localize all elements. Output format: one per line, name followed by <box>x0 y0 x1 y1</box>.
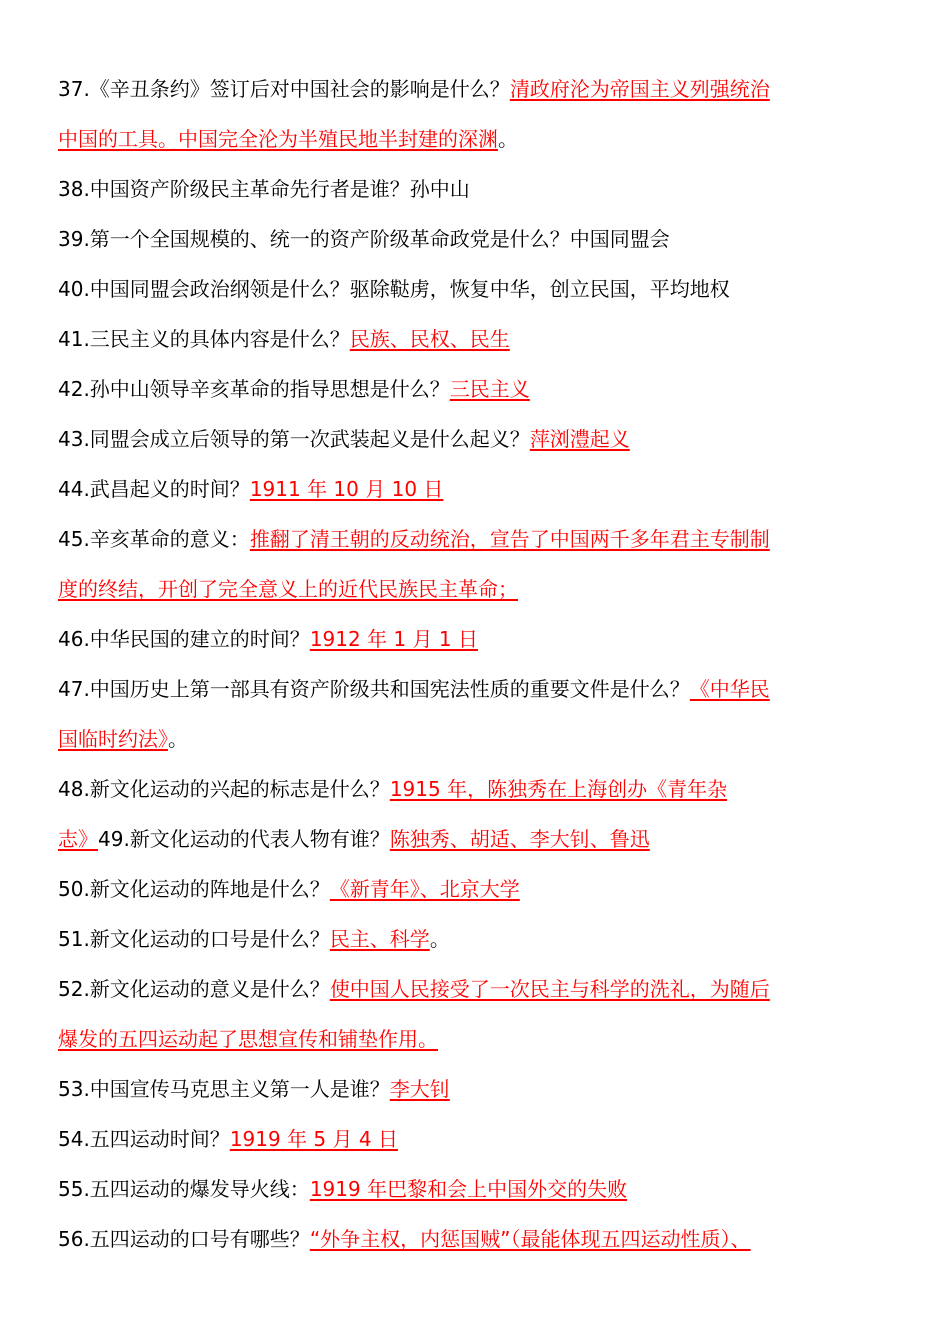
text-line <box>58 324 510 354</box>
text-line <box>58 374 530 404</box>
text-line <box>58 1024 438 1054</box>
punctuation: 。 <box>498 127 518 151</box>
text-line <box>58 624 478 654</box>
question-text: 49.新文化运动的代表人物有谁？ <box>98 827 390 851</box>
question-text: 41.三民主义的具体内容是什么？ <box>58 327 350 351</box>
text-line <box>58 524 770 554</box>
text-line <box>58 1224 751 1254</box>
text-line <box>58 124 518 154</box>
question-text: 53.中国宣传马克思主义第一人是谁？ <box>58 1077 390 1101</box>
answer-text: 李大钊 <box>389 1077 450 1101</box>
answer-text: 1919 年巴黎和会上中国外交的失败 <box>309 1177 628 1201</box>
question-text: 39.第一个全国规模的、统一的资产阶级革命政党是什么？中国同盟会 <box>58 227 670 251</box>
text-line <box>58 874 520 904</box>
question-text: 47.中国历史上第一部具有资产阶级共和国宪法性质的重要文件是什么？ <box>58 677 690 701</box>
answer-text: 1919 年 5 月 4 日 <box>229 1127 398 1151</box>
question-text: 46.中华民国的建立的时间？ <box>58 627 310 651</box>
answer-text: 陈独秀、胡适、李大钊、鲁迅 <box>389 827 650 851</box>
text-line <box>58 1074 450 1104</box>
question-text: 51.新文化运动的口号是什么？ <box>58 927 330 951</box>
answer-text: 民族、民权、民生 <box>349 327 510 351</box>
text-line <box>58 674 770 704</box>
answer-text: “外争主权，内惩国贼”（最能体现五四运动性质）、 <box>309 1227 751 1251</box>
text-line <box>58 1174 627 1204</box>
answer-text: 民主、科学 <box>329 927 430 951</box>
question-text: 42.孙中山领导辛亥革命的指导思想是什么？ <box>58 377 450 401</box>
answer-text: 度的终结，开创了完全意义上的近代民族民主革命； <box>58 577 518 601</box>
question-text: 56.五四运动的口号有哪些？ <box>58 1227 310 1251</box>
answer-text: 1915 年，陈独秀在上海创办《青年杂 <box>389 777 728 801</box>
question-text: 55.五四运动的爆发导火线： <box>58 1177 310 1201</box>
answer-text: 《中华民 <box>689 677 770 701</box>
punctuation: 。 <box>168 727 188 751</box>
text-line <box>58 774 727 804</box>
question-text: 43.同盟会成立后领导的第一次武装起义是什么起义？ <box>58 427 530 451</box>
text-line <box>58 274 730 304</box>
text-line <box>58 924 450 954</box>
question-text: 38.中国资产阶级民主革命先行者是谁？孙中山 <box>58 177 470 201</box>
punctuation: 。 <box>429 927 450 951</box>
answer-text: 1911 年 10 月 10 日 <box>249 477 444 501</box>
answer-text: 推翻了清王朝的反动统治，宣告了中国两千多年君主专制制 <box>249 527 770 551</box>
answer-text: 《新青年》、北京大学 <box>329 877 520 901</box>
text-line <box>58 724 188 754</box>
question-text: 44.武昌起义的时间？ <box>58 477 250 501</box>
answer-text: 使中国人民接受了一次民主与科学的洗礼，为随后 <box>329 977 770 1001</box>
answer-text: 爆发的五四运动起了思想宣传和铺垫作用。 <box>58 1027 438 1051</box>
text-line <box>58 424 630 454</box>
text-line <box>58 174 470 204</box>
answer-text: 国临时约法》 <box>58 727 168 751</box>
question-text: 54.五四运动时间？ <box>58 1127 230 1151</box>
text-line <box>58 474 443 504</box>
answer-text: 1912 年 1 月 1 日 <box>309 627 478 651</box>
question-text: 52.新文化运动的意义是什么？ <box>58 977 330 1001</box>
answer-text: 萍浏澧起义 <box>529 427 630 451</box>
text-line <box>58 974 770 1004</box>
question-text: 45.辛亥革命的意义： <box>58 527 250 551</box>
answer-text: 志》 <box>58 827 98 851</box>
question-text: 37.《辛丑条约》签订后对中国社会的影响是什么？ <box>58 77 510 101</box>
text-line <box>58 74 770 104</box>
text-line <box>58 1124 398 1154</box>
answer-text: 三民主义 <box>449 377 530 401</box>
question-text: 50.新文化运动的阵地是什么？ <box>58 877 330 901</box>
question-text: 40.中国同盟会政治纲领是什么？驱除鞑虏，恢复中华，创立民国，平均地权 <box>58 277 730 301</box>
text-line <box>58 574 518 604</box>
answer-text: 清政府沦为帝国主义列强统治 <box>509 77 770 101</box>
answer-text: 中国的工具。中国完全沦为半殖民地半封建的深渊 <box>58 127 498 151</box>
text-line <box>58 824 650 854</box>
text-line <box>58 224 670 254</box>
question-text: 48.新文化运动的兴起的标志是什么？ <box>58 777 390 801</box>
